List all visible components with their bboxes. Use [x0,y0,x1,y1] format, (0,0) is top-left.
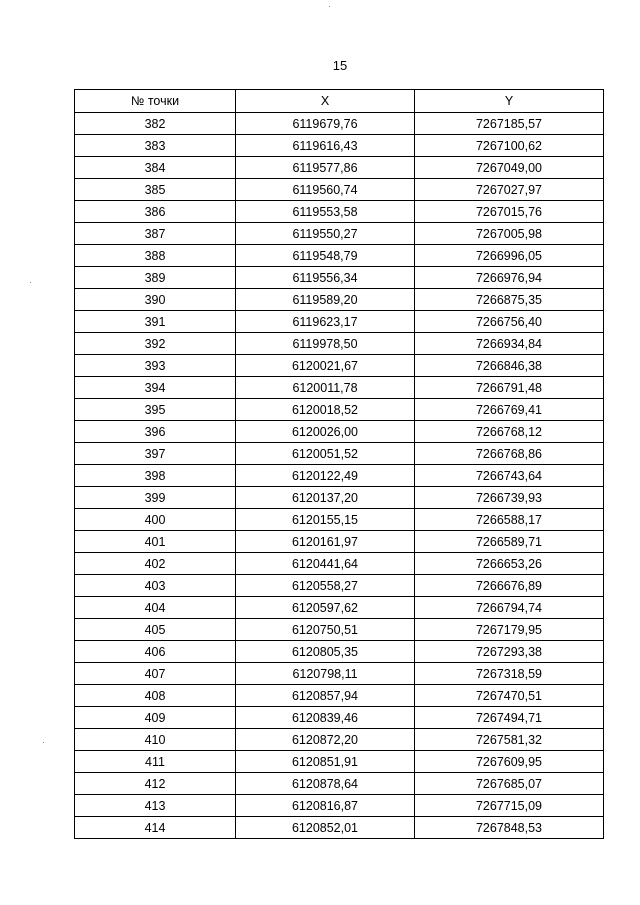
table-row [75,113,604,135]
cell-x: 6120816,87 [236,795,415,817]
cell-x: 6119679,76 [236,113,415,135]
cell-point-number: 405 [75,619,236,641]
cell-x: 6119623,17 [236,311,415,333]
cell-point-number: 384 [75,157,236,179]
table-row [75,729,604,751]
table-row [75,377,604,399]
table-row [75,575,604,597]
coordinates-table [74,89,604,839]
table-row [75,223,604,245]
cell-point-number: 407 [75,663,236,685]
table-row [75,597,604,619]
cell-y: 7266588,17 [415,509,604,531]
cell-point-number: 400 [75,509,236,531]
cell-y: 7267470,51 [415,685,604,707]
cell-y: 7266875,35 [415,289,604,311]
cell-x: 6120155,15 [236,509,415,531]
cell-y: 7266846,38 [415,355,604,377]
header-y: Y [415,90,604,113]
table-body [75,113,604,839]
cell-point-number: 393 [75,355,236,377]
cell-point-number: 404 [75,597,236,619]
cell-y: 7266739,93 [415,487,604,509]
cell-point-number: 406 [75,641,236,663]
cell-x: 6120851,91 [236,751,415,773]
table-row [75,179,604,201]
table-row [75,267,604,289]
cell-y: 7266934,84 [415,333,604,355]
table-row [75,443,604,465]
cell-y: 7267015,76 [415,201,604,223]
cell-y: 7266768,86 [415,443,604,465]
cell-x: 6120122,49 [236,465,415,487]
cell-y: 7267715,09 [415,795,604,817]
cell-x: 6119978,50 [236,333,415,355]
scan-speck [43,742,44,743]
cell-point-number: 387 [75,223,236,245]
cell-point-number: 401 [75,531,236,553]
cell-point-number: 411 [75,751,236,773]
header-point-number: № точки [75,90,236,113]
cell-y: 7266791,48 [415,377,604,399]
cell-point-number: 412 [75,773,236,795]
cell-x: 6120597,62 [236,597,415,619]
table-row [75,707,604,729]
cell-x: 6119589,20 [236,289,415,311]
cell-y: 7267609,95 [415,751,604,773]
cell-x: 6120857,94 [236,685,415,707]
cell-y: 7267049,00 [415,157,604,179]
cell-point-number: 403 [75,575,236,597]
cell-x: 6120805,35 [236,641,415,663]
table-row [75,751,604,773]
table-row [75,421,604,443]
cell-point-number: 414 [75,817,236,839]
cell-point-number: 386 [75,201,236,223]
cell-x: 6120441,64 [236,553,415,575]
table-row [75,399,604,421]
table-row [75,531,604,553]
cell-x: 6119560,74 [236,179,415,201]
cell-point-number: 399 [75,487,236,509]
table-row [75,289,604,311]
cell-x: 6119548,79 [236,245,415,267]
cell-point-number: 410 [75,729,236,751]
cell-point-number: 388 [75,245,236,267]
cell-y: 7267100,62 [415,135,604,157]
cell-y: 7266768,12 [415,421,604,443]
cell-y: 7267685,07 [415,773,604,795]
cell-y: 7266589,71 [415,531,604,553]
cell-y: 7267848,53 [415,817,604,839]
cell-y: 7266996,05 [415,245,604,267]
cell-point-number: 394 [75,377,236,399]
cell-point-number: 395 [75,399,236,421]
cell-x: 6120161,97 [236,531,415,553]
table-row [75,619,604,641]
table-row [75,487,604,509]
cell-point-number: 408 [75,685,236,707]
table-row [75,663,604,685]
cell-x: 6120018,52 [236,399,415,421]
cell-point-number: 413 [75,795,236,817]
table-row [75,465,604,487]
table-row [75,201,604,223]
cell-x: 6120558,27 [236,575,415,597]
cell-y: 7266794,74 [415,597,604,619]
cell-y: 7267027,97 [415,179,604,201]
cell-point-number: 391 [75,311,236,333]
cell-x: 6119577,86 [236,157,415,179]
table-row [75,773,604,795]
cell-y: 7267318,59 [415,663,604,685]
cell-point-number: 392 [75,333,236,355]
cell-x: 6120839,46 [236,707,415,729]
page-number: 15 [332,58,348,73]
cell-point-number: 398 [75,465,236,487]
cell-point-number: 383 [75,135,236,157]
cell-y: 7267293,38 [415,641,604,663]
cell-point-number: 385 [75,179,236,201]
table-row [75,135,604,157]
cell-point-number: 397 [75,443,236,465]
cell-point-number: 409 [75,707,236,729]
scan-speck [329,6,330,7]
cell-y: 7267581,32 [415,729,604,751]
table-row [75,509,604,531]
header-x: X [236,90,415,113]
cell-y: 7266676,89 [415,575,604,597]
cell-x: 6120878,64 [236,773,415,795]
cell-x: 6120798,11 [236,663,415,685]
scan-speck [30,282,31,283]
table-row [75,355,604,377]
cell-y: 7266976,94 [415,267,604,289]
cell-x: 6119550,27 [236,223,415,245]
cell-y: 7266769,41 [415,399,604,421]
cell-x: 6120011,78 [236,377,415,399]
table-row [75,245,604,267]
table-row [75,817,604,839]
table-row [75,333,604,355]
cell-y: 7267494,71 [415,707,604,729]
cell-y: 7267179,95 [415,619,604,641]
cell-point-number: 402 [75,553,236,575]
cell-x: 6120852,01 [236,817,415,839]
cell-x: 6120021,67 [236,355,415,377]
cell-x: 6119556,34 [236,267,415,289]
cell-x: 6120872,20 [236,729,415,751]
table-row [75,685,604,707]
cell-x: 6120750,51 [236,619,415,641]
cell-point-number: 396 [75,421,236,443]
cell-point-number: 382 [75,113,236,135]
cell-point-number: 389 [75,267,236,289]
cell-x: 6120026,00 [236,421,415,443]
cell-x: 6120137,20 [236,487,415,509]
table-row [75,553,604,575]
cell-y: 7266756,40 [415,311,604,333]
cell-x: 6120051,52 [236,443,415,465]
cell-point-number: 390 [75,289,236,311]
table-row [75,157,604,179]
table-row [75,795,604,817]
cell-y: 7266653,26 [415,553,604,575]
table-row [75,641,604,663]
cell-x: 6119616,43 [236,135,415,157]
cell-y: 7267185,57 [415,113,604,135]
cell-y: 7266743,64 [415,465,604,487]
cell-x: 6119553,58 [236,201,415,223]
table-header-row [75,90,604,113]
table-row [75,311,604,333]
cell-y: 7267005,98 [415,223,604,245]
